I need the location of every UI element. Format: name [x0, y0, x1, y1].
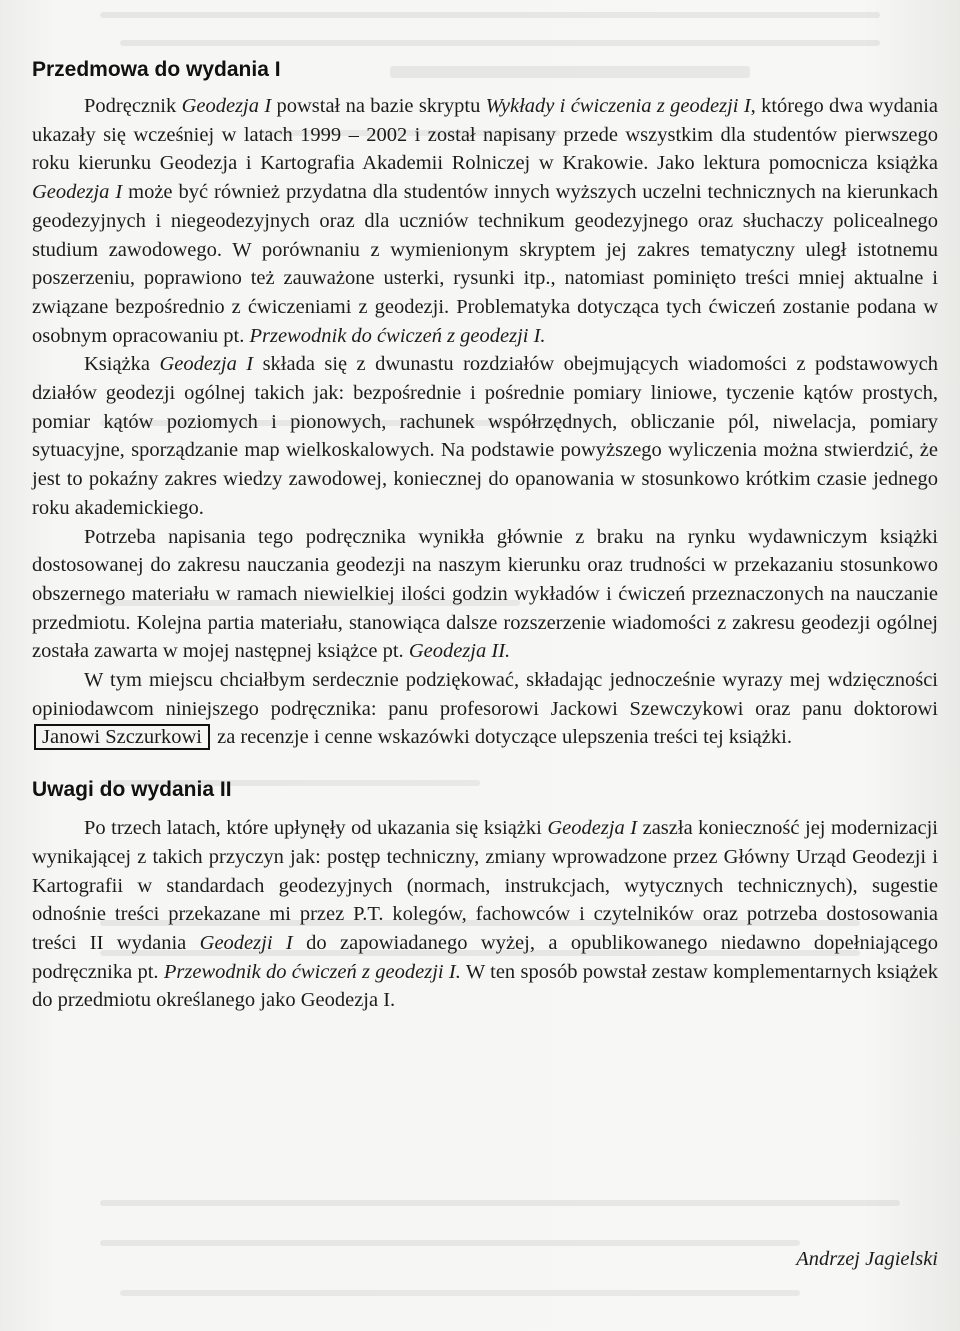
section-heading-edition-2: Uwagi do wydania II: [32, 778, 232, 802]
page-content: [32, 58, 938, 1015]
author-signature: Andrzej Jagielski: [796, 1248, 938, 1270]
paragraph-3: Potrzeba napisania tego podręcznika wynikła głównie z braku na rynku wydawniczym książki dostosowanej do zakresu nauczania geodezji na naszym kierunku oraz trudności w przekazaniu stosunkowo obszernego materiału w ramach niewielkiej ilości godzin wykładów i ćwiczeń przeznaczonych na nauczanie przedmiotu. Kolejna partia materiału, stanowiąca dalsze rozszerzenie wiadomości z zakresu geodezji ogólnej została zawarta w mojej następnej książce pt. Geodezja II.: [32, 525, 938, 663]
boxed-name: Janowi Szczurkowi: [34, 724, 210, 750]
paragraph-2: Książka Geodezja I składa się z dwunastu rozdziałów obejmujących wiadomości z podstawowych działów geodezji ogólnej takich jak: bezpośrednie i pośrednie pomiary liniowe, tyczenie kątów prostych, pomiar kątów poziomych i pionowych, rachunek współrzędnych, obliczanie pól, niwelacja, pomiary sytuacyjne, sporządzanie map wielkoskalowych. Na podstawie powyższego wyliczenia można stwierdzić, że jest to pokaźny zakres wiedzy zawodowej, koniecznej do opanowania w stosunkowo krótkim czasie jednego roku akademickiego.: [32, 353, 938, 519]
paragraph-5: Po trzech latach, które upłynęły od ukazania się książki Geodezja I zaszła konieczność jej modernizacji wynikającej z takich przyczyn jak: postęp techniczny, zmiany wprowadzone przez Główny Urząd Geodezji i Kartografii w standardach geodezyjnych (normach, instrukcjach, wytycznych technicznych), sugestie odnośnie treści przekazane mi przez P.T. kolegów, fachowców i czytelników oraz potrzeba dostosowania treści II wydania Geodezji I do zapowiadanego wyżej, a opublikowanego niedawno dopełniającego podręcznika pt. Przewodnik do ćwiczeń z geodezji I. W ten sposób powstał zestaw komplementarnych książek do przedmiotu określanego jako Geodezja I.: [32, 817, 939, 1012]
paragraph-1: Podręcznik Geodezja I powstał na bazie skryptu Wykłady i ćwiczenia z geodezji I, którego dwa wydania ukazały się wcześniej w latach 1999 – 2002 i został napisany przede wszystkim dla studentów pierwszego roku kierunku Geodezja i Kartografia Akademii Rolniczej w Krakowie. Jako lektura pomocnicza książka Geodezja I może być również przydatna dla studentów innych wyższych uczelni technicznych na kierunkach geodezyjnych i niegeodezyjnych oraz dla uczniów technikum geodezyjnego oraz słuchaczy policealnego studium zawodowego. W porównaniu z wymienionym skryptem jej zakres tematyczny uległ istotnemu poszerzeniu, poprawiono też zauważone usterki, rysunki itp., natomiast pominięto treści mniej aktualne i związane bezpośrednio z ćwiczeniami z geodezji. Problematyka dotycząca tych ćwiczeń zostanie podana w osobnym opracowaniu pt. Przewodnik do ćwiczeń z geodezji I.: [32, 95, 938, 347]
paragraph-4: W tym miejscu chciałbym serdecznie podziękować, składając jednocześnie wyrazy mej wdzięczności opiniodawcom niniejszego podręcznika: panu profesorowi Jackowi Szewczykowi oraz panu doktorowi Janowi Szczurkowi za recenzje i cenne wskazówki dotyczące ulepszenia treści tej książki.: [32, 669, 938, 749]
section-heading-preface: Przedmowa do wydania I: [32, 58, 281, 81]
